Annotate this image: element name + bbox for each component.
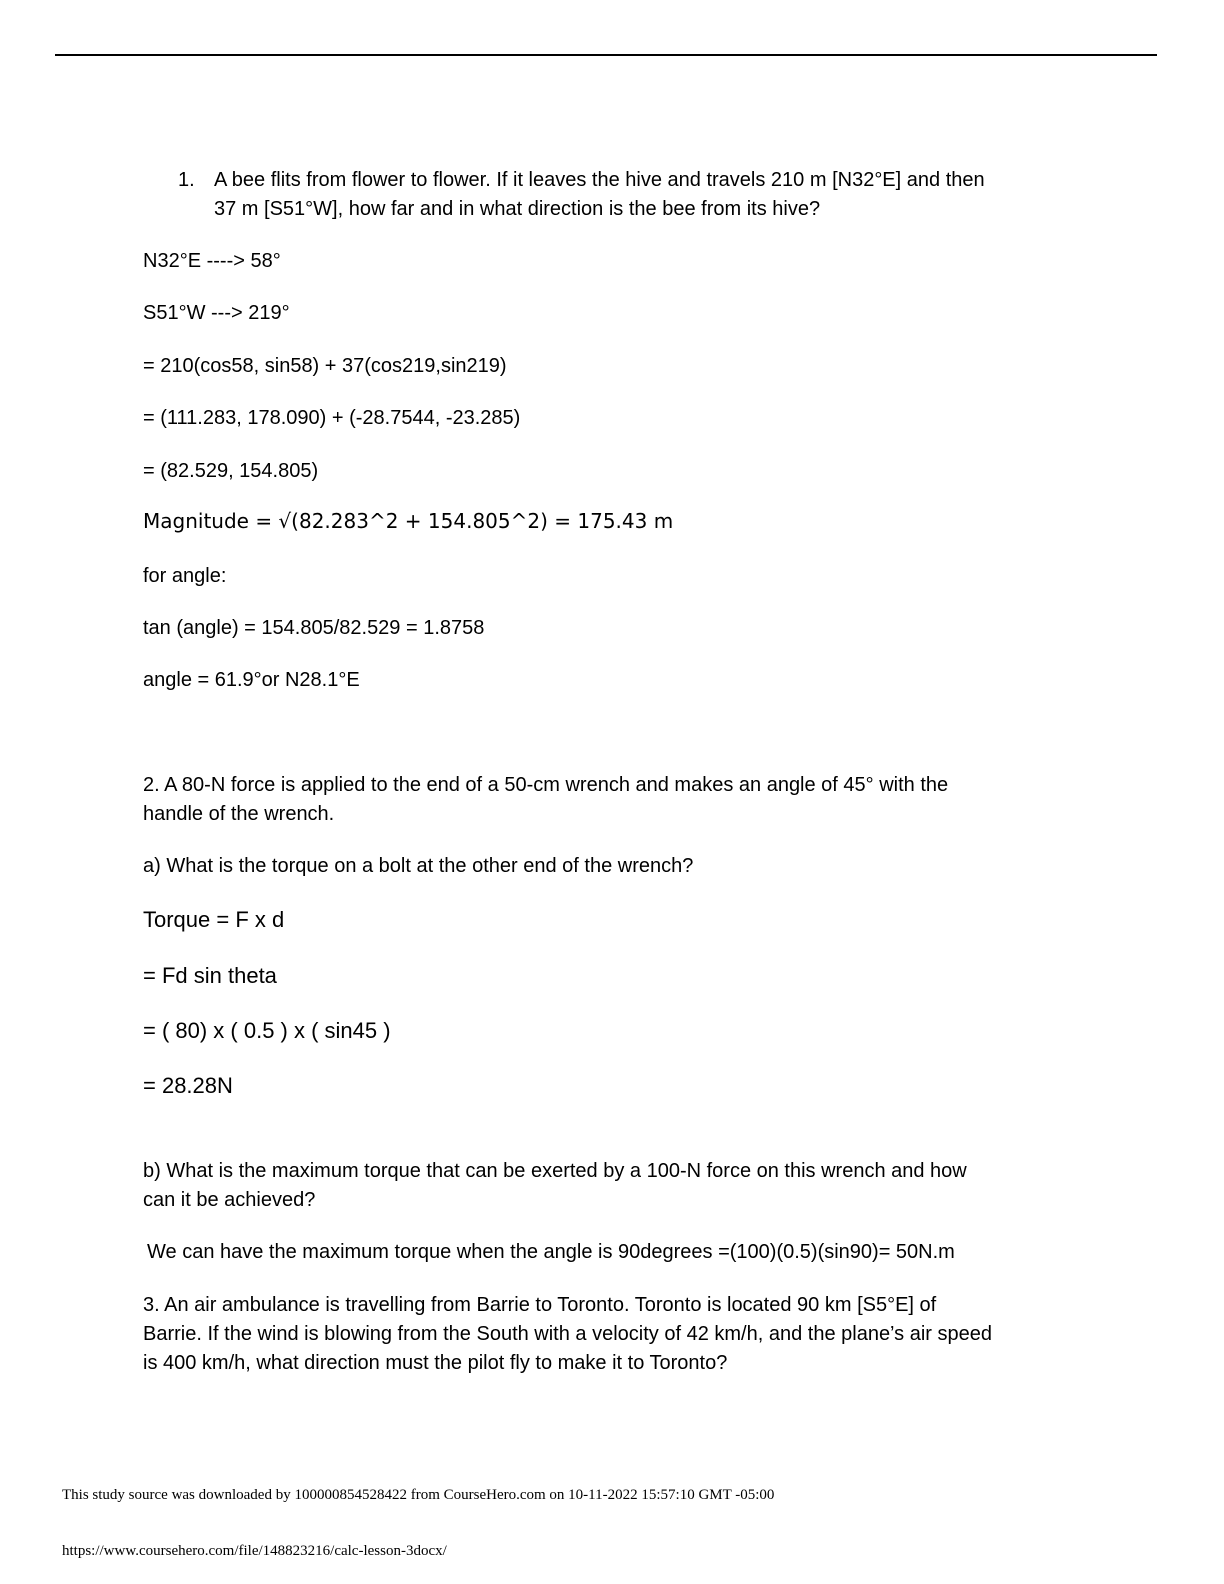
question-3-line2: Barrie. If the wind is blowing from the South with a velocity of 42 km/h, and the plane’s air speed xyxy=(143,1323,992,1345)
torque-work-line: = 28.28N xyxy=(143,1073,233,1098)
work-line: = 210(cos58, sin58) + 37(cos219,sin219) xyxy=(143,355,507,377)
answer-b: We can have the maximum torque when the angle is 90degrees =(100)(0.5)(sin90)= 50N.m xyxy=(147,1241,955,1263)
work-line: = (82.529, 154.805) xyxy=(143,460,319,482)
question-2-part-a: a) What is the torque on a bolt at the other end of the wrench? xyxy=(143,855,694,877)
work-line: for angle: xyxy=(143,565,227,587)
torque-work-line: = Fd sin theta xyxy=(143,963,277,988)
question-2-part-b-line1: b) What is the maximum torque that can be exerted by a 100-N force on this wrench and how xyxy=(143,1160,967,1182)
question-2-part-b-line2: can it be achieved? xyxy=(143,1189,316,1211)
download-note: This study source was downloaded by 100000854528422 from CourseHero.com on 10-11-2022 15:57:10 GMT -05:00 xyxy=(62,1487,775,1503)
torque-work-line: Torque = F x d xyxy=(143,907,285,932)
work-line: N32°E ----> 58° xyxy=(143,250,281,272)
source-url-link[interactable]: https://www.coursehero.com/file/148823216/calc-lesson-3docx/ xyxy=(62,1543,447,1559)
question-1-number: 1. xyxy=(178,169,195,191)
magnitude-line: Magnitude = √(82.283^2 + 154.805^2) = 175.43 m xyxy=(143,509,674,533)
question-2-line2: handle of the wrench. xyxy=(143,803,335,825)
question-2-line1: 2. A 80-N force is applied to the end of a 50-cm wrench and makes an angle of 45° with the xyxy=(143,774,949,796)
question-1-text-line2: 37 m [S51°W], how far and in what direction is the bee from its hive? xyxy=(214,198,821,220)
work-line: S51°W ---> 219° xyxy=(143,302,290,324)
question-3-line1: 3. An air ambulance is travelling from Barrie to Toronto. Toronto is located 90 km [S5°E] of xyxy=(143,1294,937,1316)
work-line: = (111.283, 178.090) + (-28.7544, -23.285) xyxy=(143,407,521,429)
work-line: angle = 61.9°or N28.1°E xyxy=(143,669,360,691)
torque-work-line: = ( 80) x ( 0.5 ) x ( sin45 ) xyxy=(143,1018,391,1043)
question-3-line3: is 400 km/h, what direction must the pilot fly to make it to Toronto? xyxy=(143,1352,728,1374)
question-1-text-line1: A bee flits from flower to flower. If it leaves the hive and travels 210 m [N32°E] and then xyxy=(214,169,985,191)
header-rule xyxy=(55,54,1157,56)
work-line: tan (angle) = 154.805/82.529 = 1.8758 xyxy=(143,617,485,639)
